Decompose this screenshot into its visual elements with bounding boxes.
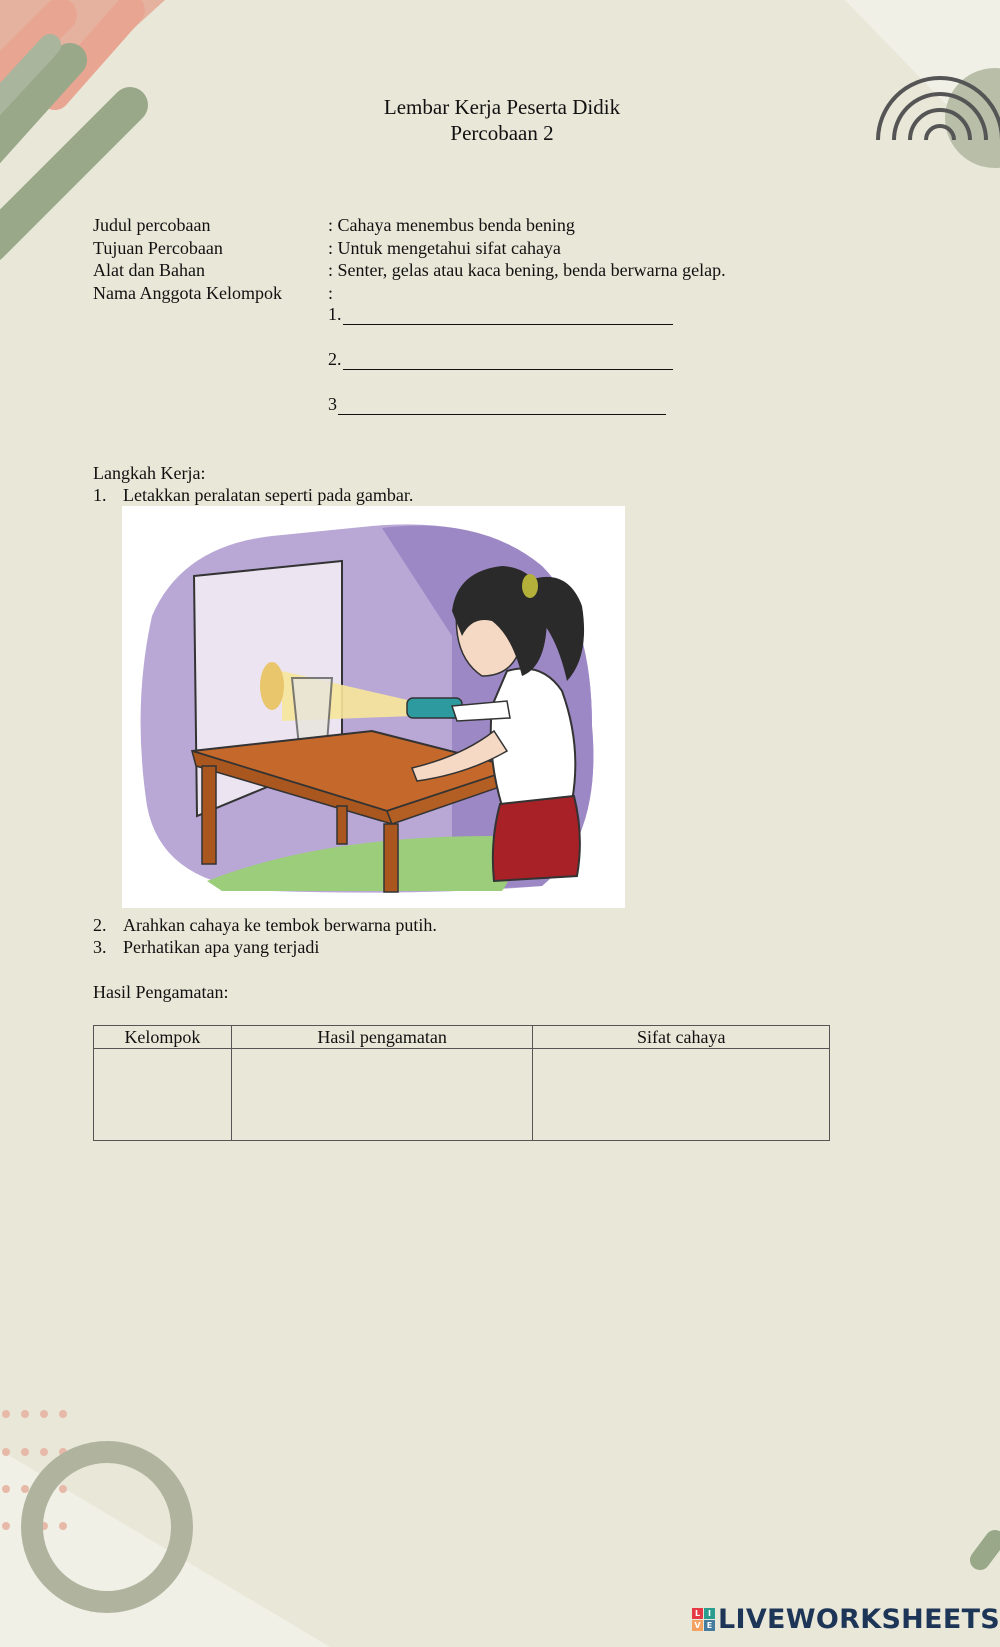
column-header-light-property: Sifat cahaya [533, 1026, 830, 1049]
logo-letter: V [692, 1620, 703, 1631]
page-subtitle: Percobaan 2 [450, 121, 554, 145]
steps-heading: Langkah Kerja: [93, 463, 206, 483]
step-number: 2. [93, 915, 107, 935]
logo-letter: E [704, 1620, 715, 1631]
info-row-goal [93, 237, 726, 260]
member-number: 1. [328, 304, 342, 324]
member-name-input-3[interactable] [338, 396, 666, 415]
liveworksheets-logo [692, 1604, 1000, 1635]
info-label: Alat dan Bahan [93, 260, 205, 280]
step-item [93, 915, 437, 936]
page-title: Lembar Kerja Peserta Didik [383, 95, 621, 119]
experiment-illustration [122, 506, 625, 908]
observation-table [93, 1025, 830, 1141]
experiment-info [93, 214, 726, 304]
info-row-title [93, 214, 726, 237]
member-entry-2 [328, 349, 673, 370]
info-label: Nama Anggota Kelompok [93, 282, 282, 303]
info-value: : Untuk mengetahui sifat cahaya [328, 237, 561, 258]
step-number: 3. [93, 937, 107, 957]
member-name-input-1[interactable] [343, 306, 673, 325]
info-label: Tujuan Percobaan [93, 237, 223, 258]
observation-cell-input[interactable] [231, 1049, 533, 1141]
column-header-observation: Hasil pengamatan [231, 1026, 533, 1049]
step-item [93, 937, 319, 958]
step-number: 1. [93, 485, 107, 505]
info-value: : [328, 282, 334, 303]
member-number: 3 [328, 394, 337, 414]
flashlight-glass-illustration [122, 506, 625, 908]
column-header-group: Kelompok [94, 1026, 232, 1049]
member-entry-1 [328, 304, 673, 325]
info-value: : Senter, gelas atau kaca bening, benda berwarna gelap. [328, 260, 726, 280]
member-entry-3 [328, 394, 666, 415]
logo-letter: I [704, 1608, 715, 1619]
step-text: Perhatikan apa yang terjadi [123, 937, 320, 957]
info-label: Judul percobaan [93, 215, 211, 235]
logo-text: LIVEWORKSHEETS [718, 1604, 1000, 1635]
info-value: : Cahaya menembus benda bening [328, 215, 575, 235]
step-item [93, 485, 413, 506]
member-number: 2. [328, 349, 342, 369]
step-text: Letakkan peralatan seperti pada gambar. [123, 485, 414, 505]
info-row-members [93, 282, 726, 305]
logo-letter: L [692, 1608, 703, 1619]
info-row-materials [93, 259, 726, 282]
step-text: Arahkan cahaya ke tembok berwarna putih. [123, 915, 437, 935]
light-property-cell-input[interactable] [533, 1049, 830, 1141]
member-name-input-2[interactable] [343, 351, 673, 370]
table-row [94, 1049, 830, 1141]
table-header-row [94, 1026, 830, 1049]
results-heading: Hasil Pengamatan: [93, 982, 229, 1002]
logo-grid-icon [692, 1608, 715, 1631]
group-cell-input[interactable] [94, 1049, 232, 1141]
